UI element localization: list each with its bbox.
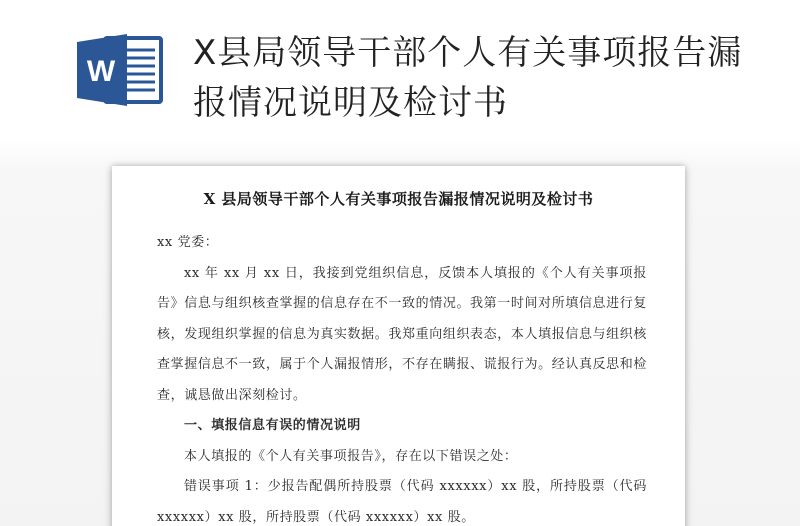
paragraph-2: 本人填报的《个人有关事项报告》，存在以下错误之处： xyxy=(184,448,518,464)
section-heading-1: 一、填报信息有误的情况说明 xyxy=(184,418,361,433)
paragraph-3: 错误事项 1：少报告配偶所持股票（代码 xxxxxx）xx 股，所持股票（代码 xxxxxx）xx 股，所持股票（代码 xxxxxx）xx 股。 xyxy=(157,479,647,525)
word-icon xyxy=(75,32,165,108)
document-preview xyxy=(112,166,685,526)
document-title: X 县局领导干部个人有关事项报告漏报情况说明及检讨书 xyxy=(203,190,594,208)
salutation: xx 党委： xyxy=(157,235,219,250)
page-title: X县局领导干部个人有关事项报告漏报情况说明及检讨书 xyxy=(193,33,743,123)
word-icon-letter: W xyxy=(86,55,116,88)
paragraph-1: xx 年 xx 月 xx 日，我接到党组织信息，反馈本人填报的《个人有关事项报告》信息与组织核查掌握的信息存在不一致的情况。我第一时间对所填信息进行复核，发现组织掌握的信息为真实数据。我郑重向组织表态，本人填报信息与组织核查掌握信息不一致，属于个人漏报情形，不存在瞒报、谎报行为。经认真反思和检查，诚恳做出深刻检讨。 xyxy=(157,265,647,403)
document-body xyxy=(157,228,647,526)
